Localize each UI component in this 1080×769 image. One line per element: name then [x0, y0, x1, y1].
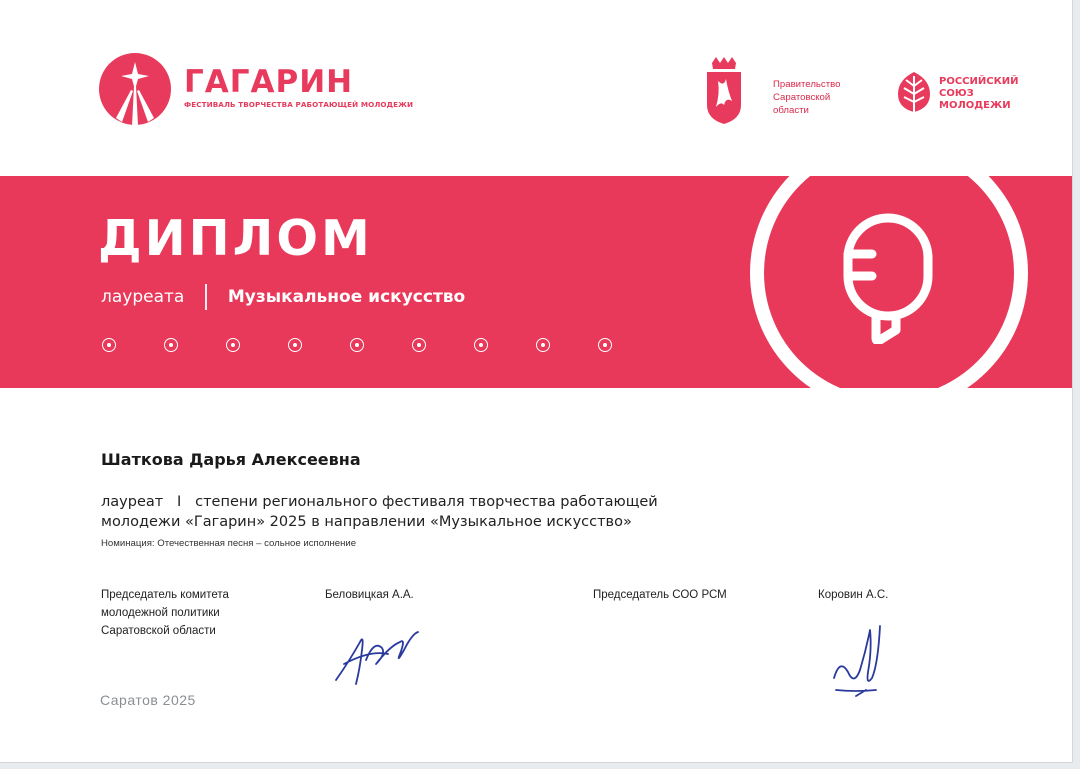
left-signatory-title-line: молодежной политики — [101, 607, 220, 619]
right-signatory-title: Председатель СОО РСМ — [593, 589, 727, 601]
left-signatory-title-line: Саратовской области — [101, 625, 216, 637]
right-signatory-name: Коровин А.С. — [818, 589, 889, 601]
diploma-title: ДИПЛОМ — [98, 210, 373, 267]
government-name-line: области — [773, 105, 809, 116]
laureate-line — [101, 284, 465, 310]
rsm-name-line: СОЮЗ — [939, 88, 974, 99]
festival-subtitle: ФЕСТИВАЛЬ ТВОРЧЕСТВА РАБОТАЮЩЕЙ МОЛОДЕЖИ — [184, 100, 414, 109]
right-signature — [826, 620, 896, 704]
left-signatory-title — [101, 586, 229, 640]
left-signature — [330, 620, 426, 690]
leaf-icon — [896, 70, 932, 116]
direction-label: Музыкальное искусство — [227, 287, 466, 307]
recipient-name: Шаткова Дарья Алексеевна — [101, 450, 361, 469]
star-icon — [598, 338, 612, 352]
gagarin-logo — [98, 52, 414, 126]
rsm-name — [939, 76, 1049, 112]
government-name — [773, 78, 883, 117]
spark-icon — [536, 338, 550, 352]
rocket-icon — [474, 338, 488, 352]
left-signatory-name: Беловицкая А.А. — [325, 589, 414, 601]
laureate-label: лауреата — [101, 287, 185, 307]
divider — [205, 284, 207, 310]
microphone-icon — [836, 212, 940, 344]
award-description-line: лауреат I степени регионального фестиваля творчества работающей — [101, 494, 658, 510]
festival-title: ГАГАРИН — [184, 64, 354, 100]
government-name-line: Правительство — [773, 79, 841, 90]
saratov-coat-of-arms-icon — [704, 57, 744, 125]
nomination: Номинация: Отечественная песня – сольное исполнение — [101, 538, 357, 549]
play-icon — [164, 338, 178, 352]
cup-icon — [288, 338, 302, 352]
chevron-icon — [412, 338, 426, 352]
government-name-line: Саратовской — [773, 92, 831, 103]
city-year: Саратов 2025 — [100, 692, 196, 708]
theatre-icon — [102, 338, 116, 352]
rsm-name-line: МОЛОДЕЖИ — [939, 100, 1011, 111]
gagarin-emblem-icon — [98, 52, 172, 126]
diploma-banner — [0, 176, 1072, 388]
saratov-government-logo — [704, 57, 841, 130]
award-description — [101, 492, 711, 532]
left-signatory-title-line: Председатель комитета — [101, 589, 229, 601]
award-description-line: молодежи «Гагарин» 2025 в направлении «Музыкальное искусство» — [101, 514, 632, 530]
bulb-icon — [226, 338, 240, 352]
rsm-logo — [896, 70, 1019, 121]
palette-icon — [350, 338, 364, 352]
rsm-name-line: РОССИЙСКИЙ — [939, 76, 1019, 87]
